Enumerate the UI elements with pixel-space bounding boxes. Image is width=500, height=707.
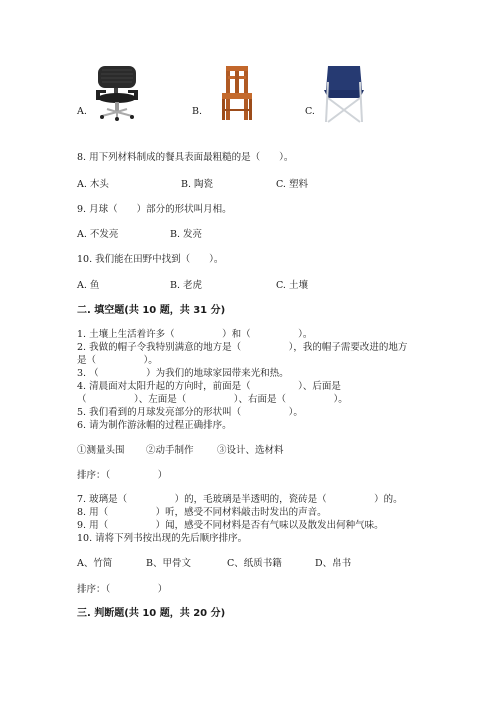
fill-question-2-line1: 2. 我做的帽子令我特别满意的地方是（ ），我的帽子需要改进的地方 <box>77 342 408 353</box>
section-3-title: 三. 判断题(共 10 题，共 20 分) <box>77 608 226 619</box>
fill-question-5: 5. 我们看到的月球发亮部分的形状叫（ ）。 <box>77 407 303 418</box>
book-option-c: C、纸质书籍 <box>227 558 282 569</box>
question-9-option-b: B. 发亮 <box>170 229 203 240</box>
option-b-label: B. <box>192 106 203 117</box>
fill-question-3: 3. （ ）为我们的地球家园带来光和热。 <box>77 368 289 379</box>
option-c-label: C. <box>305 106 315 117</box>
question-8-option-b: B. 陶瓷 <box>181 179 214 190</box>
section-2-title: 二. 填空题(共 10 题，共 31 分) <box>77 305 226 316</box>
fill-question-2-line2: 是（ ）。 <box>77 355 158 366</box>
book-option-b: B、甲骨文 <box>146 558 191 569</box>
fill-question-6: 6. 请为制作游泳帽的过程正确排序。 <box>77 420 232 431</box>
book-option-a: A、竹简 <box>77 558 113 569</box>
question-10-option-a: A. 鱼 <box>77 280 100 291</box>
book-option-d: D、帛书 <box>315 558 352 569</box>
step-1: ①测量头围 <box>77 445 125 456</box>
fill-question-10: 10. 请将下列书按出现的先后顺序排序。 <box>77 533 248 544</box>
wooden-chair-image <box>218 64 256 122</box>
option-a-label: A. <box>77 106 87 117</box>
office-chair-image <box>92 64 142 122</box>
fill-question-4-line2: （ ）、左面是（ ）、右面是（ ）。 <box>77 394 348 405</box>
fill-question-1: 1. 土壤上生活着许多（ ）和（ ）。 <box>77 329 313 340</box>
fill-question-4-line1: 4. 清晨面对太阳升起的方向时，前面是（ ）、后面是 <box>77 381 341 392</box>
question-8-option-c: C. 塑料 <box>276 179 308 190</box>
question-10-option-b: B. 老虎 <box>170 280 203 291</box>
fill-question-9: 9. 用（ ）闻，感受不同材料是否有气味以及散发出何种气味。 <box>77 520 384 531</box>
question-10-stem: 10. 我们能在田野中找到（ ）。 <box>77 254 224 265</box>
fill-question-8: 8. 用（ ）听，感受不同材料敲击时发出的声音。 <box>77 507 327 518</box>
folding-camp-chair-image <box>318 62 370 126</box>
step-3: ③设计、选材料 <box>217 445 284 456</box>
order-answer-1: 排序：（ ） <box>77 470 168 481</box>
question-8-option-a: A. 木头 <box>77 179 109 190</box>
question-9-stem: 9. 月球（ ）部分的形状叫月相。 <box>77 204 232 215</box>
step-2: ②动手制作 <box>146 445 194 456</box>
question-10-option-c: C. 土壤 <box>276 280 308 291</box>
question-8-stem: 8. 用下列材料制成的餐具表面最粗糙的是（ ）。 <box>77 152 294 163</box>
fill-question-7: 7. 玻璃是（ ）的，毛玻璃是半透明的，瓷砖是（ ）的。 <box>77 494 403 505</box>
question-9-option-a: A. 不发亮 <box>77 229 119 240</box>
order-answer-2: 排序：（ ） <box>77 584 168 595</box>
